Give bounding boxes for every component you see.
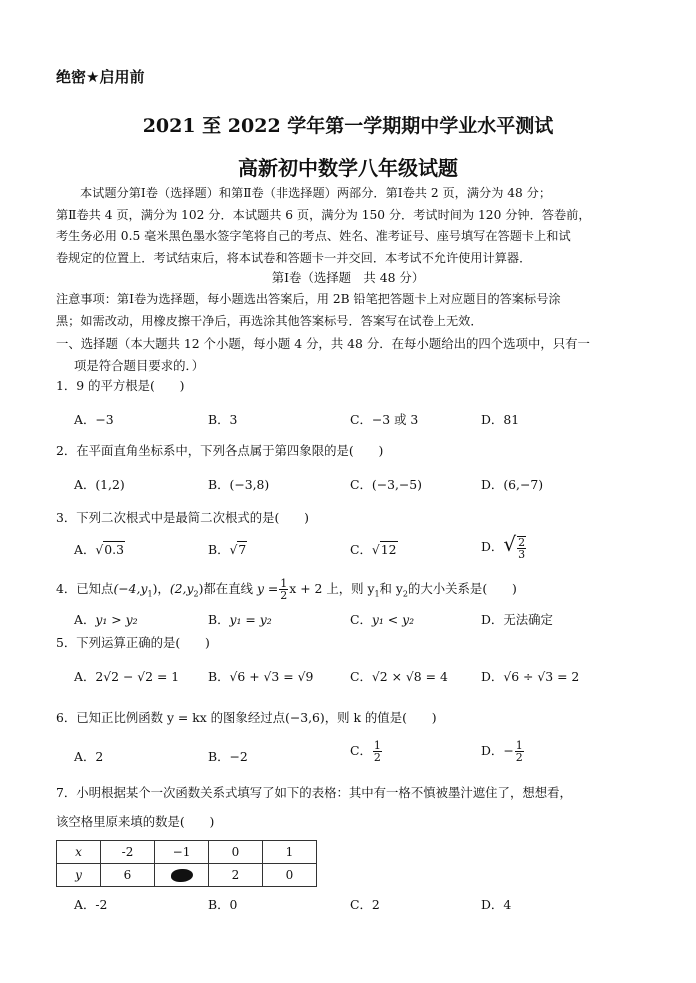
function-table xyxy=(56,840,317,887)
table-cell: 2 xyxy=(209,864,263,887)
option-d xyxy=(481,740,525,763)
section-line: 一、选择题（本大题共 12 个小题，每小题 4 分，共 48 分．在每小题给出的四个选项中，只有一 xyxy=(56,336,590,351)
radicand: 7 xyxy=(238,542,247,557)
option-label: A． xyxy=(74,612,96,627)
option-a: A．-2 xyxy=(74,897,108,912)
option-c xyxy=(350,540,398,558)
option-d: D．4 xyxy=(481,897,512,912)
fraction xyxy=(373,740,382,763)
option-label: C． xyxy=(350,669,372,684)
option-d xyxy=(481,667,579,685)
denominator: 2 xyxy=(280,589,288,602)
stem-text: 都在直线 xyxy=(203,581,253,596)
relation: y₁ = y₂ xyxy=(229,612,272,627)
option-c xyxy=(350,740,383,763)
option-a xyxy=(74,667,179,685)
stem-text: ) xyxy=(198,581,204,596)
table-cell: −1 xyxy=(155,841,209,864)
table-header-x: x xyxy=(57,841,101,864)
line-eq: y = xyxy=(256,581,279,596)
point-2: (2,y xyxy=(169,581,194,596)
subscript: 2 xyxy=(193,589,199,599)
option-label: C． xyxy=(350,612,372,627)
radical: √ xyxy=(503,532,517,556)
ink-blot-cell xyxy=(155,864,209,887)
table-header-y: y xyxy=(57,864,101,887)
option-b xyxy=(208,540,247,558)
option-b xyxy=(208,667,313,685)
question-1-stem: 1．9 的平方根是( ) xyxy=(56,378,185,393)
expression: √6 ÷ √3 = 2 xyxy=(503,669,580,684)
table-cell: -2 xyxy=(101,841,155,864)
option-label: B． xyxy=(208,612,230,627)
stem-text: )， xyxy=(152,581,170,596)
exam-subtitle: 高新初中数学八年级试题 xyxy=(238,156,458,180)
radical: √0.3 xyxy=(95,542,124,557)
option-d: D．无法确定 xyxy=(481,612,553,627)
option-b xyxy=(208,610,272,628)
intro-line: 第Ⅱ卷共 4 页，满分为 102 分．本试题共 6 页，满分为 150 分．考试时间为 120 分钟．答卷前， xyxy=(56,207,591,222)
fraction xyxy=(515,740,524,763)
option-a: A．−3 xyxy=(74,412,114,427)
radicand: 12 xyxy=(380,542,397,557)
option-a: A．2 xyxy=(74,749,104,764)
subscript: 1 xyxy=(147,589,153,599)
numerator: 1 xyxy=(515,739,523,752)
exam-instructions xyxy=(56,183,646,269)
option-label: C． xyxy=(350,542,372,557)
subscript: 2 xyxy=(402,589,408,599)
option-label: D．− xyxy=(481,743,514,758)
denominator: 3 xyxy=(518,547,526,561)
option-c: C．(−3,−5) xyxy=(350,477,423,492)
table-cell: 1 xyxy=(263,841,317,864)
option-c xyxy=(350,667,448,685)
relation: y₁ < y₂ xyxy=(371,612,415,627)
expression: 2√2 − √2 = 1 xyxy=(95,669,180,684)
expression: √2 × √8 = 4 xyxy=(371,669,448,684)
option-a: A．(1,2) xyxy=(74,477,125,492)
option-c xyxy=(350,610,414,628)
table-cell: 0 xyxy=(209,841,263,864)
option-d xyxy=(481,532,527,560)
option-d: D．(6,−7) xyxy=(481,477,544,492)
option-label: A． xyxy=(74,669,96,684)
section-line: 项是符合题目要求的．） xyxy=(74,357,205,373)
secret-mark: 绝密★启用前 xyxy=(56,68,145,86)
stem-text: x + 2 上，则 y xyxy=(289,581,375,596)
table-row xyxy=(57,864,317,887)
option-b: B．0 xyxy=(208,897,238,912)
exam-title: 2021 至 2022 学年第一学期期中学业水平测试 xyxy=(142,115,554,137)
stem-text: 的大小关系是( ) xyxy=(407,581,517,596)
question-5-stem: 5．下列运算正确的是( ) xyxy=(56,635,210,650)
table-cell: 0 xyxy=(263,864,317,887)
option-label: D． xyxy=(481,539,504,554)
intro-line: 考生务必用 0.5 毫米黑色墨水签字笔将自己的考点、姓名、准考证号、座号填写在答题卡上和试 xyxy=(56,229,571,243)
radical: √12 xyxy=(371,542,397,557)
numerator: 1 xyxy=(373,739,381,752)
option-label: C． xyxy=(350,743,372,758)
table-cell: 6 xyxy=(101,864,155,887)
table-row xyxy=(57,841,317,864)
option-label: B． xyxy=(208,669,230,684)
option-b: B．−2 xyxy=(208,749,248,764)
question-6-stem: 6．已知正比例函数 y = kx 的图象经过点(−3,6)，则 k 的值是( ) xyxy=(56,710,437,725)
expression: √6 + √3 = √9 xyxy=(229,669,314,684)
notice-line: 注意事项：第Ⅰ卷为选择题，每小题选出答案后，用 2B 铅笔把答题卡上对应题目的答案标号涂 xyxy=(56,292,561,306)
notice xyxy=(56,289,646,332)
question-7-stem: 7．小明根据某个一次函数关系式填写了如下的表格：其中有一格不慎被墨汁遮住了，想想看， xyxy=(56,785,572,800)
option-c: C．−3 或 3 xyxy=(350,412,419,427)
ink-blot xyxy=(171,869,193,882)
option-b: B．(−3,8) xyxy=(208,477,270,492)
fraction xyxy=(517,536,526,560)
denominator: 2 xyxy=(515,751,523,764)
denominator: 2 xyxy=(373,751,381,764)
part1-heading: 第Ⅰ卷（选择题 共 48 分） xyxy=(271,270,425,285)
intro-line: 本试题分第Ⅰ卷（选择题）和第Ⅱ卷（非选择题）两部分．第Ⅰ卷共 2 页，满分为 48 分； xyxy=(80,186,552,200)
option-a xyxy=(74,540,125,558)
option-c: C．2 xyxy=(350,897,380,912)
point-1: (−4,y xyxy=(113,581,148,596)
radicand: 0.3 xyxy=(104,542,124,557)
question-4-stem xyxy=(56,578,517,601)
option-label: A． xyxy=(74,542,96,557)
subscript: 1 xyxy=(374,589,380,599)
question-3-stem: 3．下列二次根式中是最简二次根式的是( ) xyxy=(56,510,309,525)
question-7-stem-cont: 该空格里原来填的数是( ) xyxy=(56,814,215,829)
numerator: 1 xyxy=(280,577,288,590)
option-a xyxy=(74,610,138,628)
radical: √7 xyxy=(229,542,247,557)
fraction xyxy=(279,578,288,601)
question-2-stem: 2．在平面直角坐标系中，下列各点属于第四象限的是( ) xyxy=(56,443,384,458)
notice-line: 黑；如需改动，用橡皮擦干净后，再选涂其他答案标号．答案写在试卷上无效． xyxy=(56,313,483,328)
option-label: D． xyxy=(481,669,504,684)
relation: y₁ > y₂ xyxy=(95,612,138,627)
stem-text: 和 y xyxy=(379,581,403,596)
section-heading xyxy=(56,333,646,376)
numerator: 2 xyxy=(518,535,526,549)
stem-text: 4．已知点 xyxy=(56,581,114,596)
option-b: B．3 xyxy=(208,412,238,427)
option-label: B． xyxy=(208,542,230,557)
intro-line: 卷规定的位置上．考试结束后，将本试卷和答题卡一并交回．本考试不允许使用计算器． xyxy=(56,250,532,265)
option-d: D．81 xyxy=(481,412,520,427)
